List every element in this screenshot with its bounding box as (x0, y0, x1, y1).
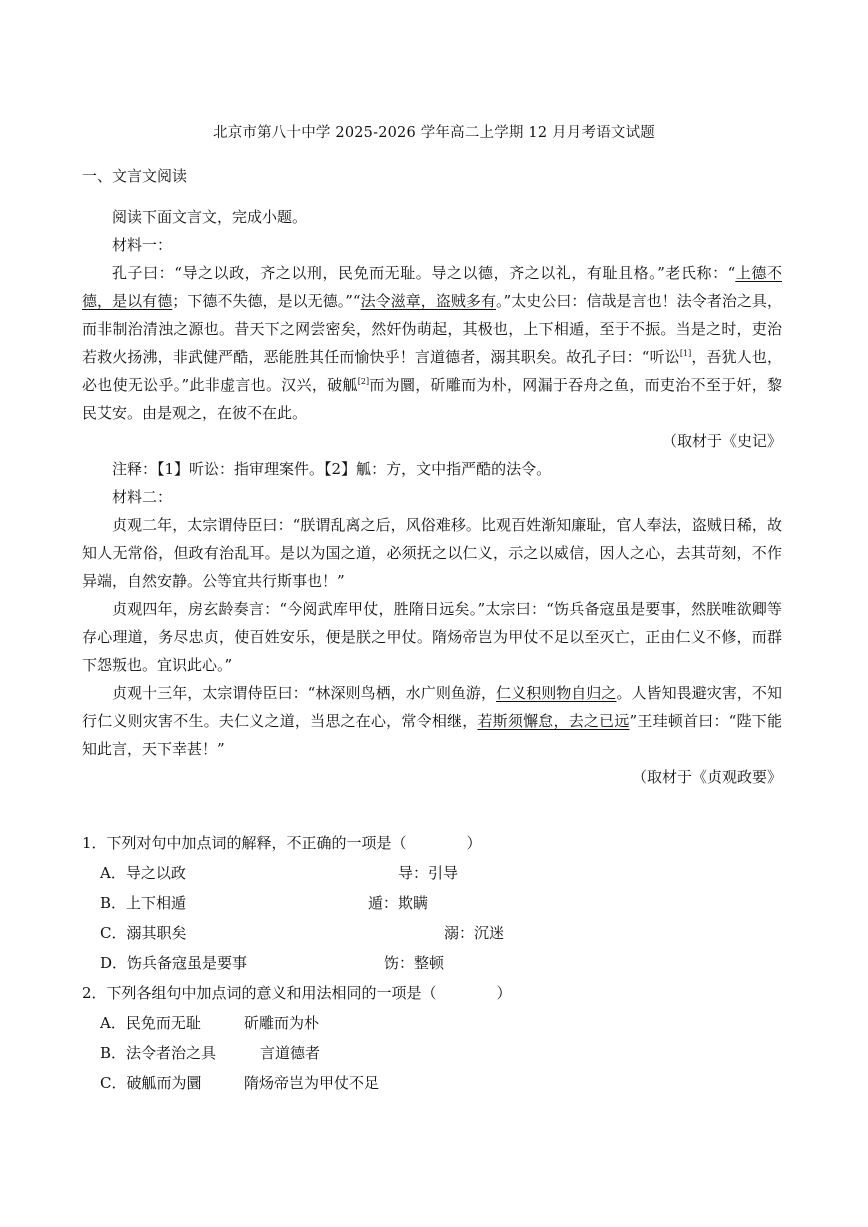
material-two-paragraph: 贞观二年，太宗谓侍臣曰：“朕谓乱离之后，风俗难移。比观百姓渐知廉耻，官人奉法，盗贼日稀，故知人无常俗，但政有治乱耳。是以为国之道，必须抚之以仁义，示之以威信，因人之心，去其苛刻，不作异端，自然安静。公等宜共行斯事也！” (82, 516, 782, 590)
underlined-sentence: 若斯须懈怠，去之已远 (477, 712, 630, 730)
intro-text: 阅读下面文言文，完成小题。 (112, 208, 308, 226)
option-c[interactable]: C．溺其职矣 溺：沉迷 (100, 924, 505, 942)
question-2 (82, 978, 782, 1098)
option-b[interactable]: B．法令者治之具 言道德者 (100, 1044, 321, 1062)
page-title: 北京市第八十中学 2025-2026 学年高二上学期 12 月月考语文试题 (213, 125, 655, 141)
footnote-marker: [1] (679, 349, 692, 358)
material-two-label: 材料二： (112, 488, 173, 506)
question-1 (82, 828, 782, 978)
notes: 注释：【1】听讼：指审理案件。【2】觚：方，文中指严酷的法令。 (112, 460, 552, 478)
option-a[interactable]: A．导之以政 导：引导 (100, 864, 459, 882)
material-one-text: 孔子曰：“导之以政，齐之以刑，民免而无耻。导之以德，齐之以礼，有耻且格。”老氏称：“上德不德，是以有德；下德不失德，是以无德。”“法令滋章，盗贼多有。”太史公曰：信哉是言也！法令者治之具，而非制治清浊之源也。昔天下之网尝密矣，然奸伪萌起，其极也，上下相遁，至于不振。当是之时，吏治若救火扬沸，非武健严酷，恶能胜其任而愉快乎！言道德者，溺其职矣。故孔子曰：“听讼[1]，吾犹人也，必也使无讼乎。”此非虚言也。汉兴，破觚[2]而为圜，斫雕而为朴，网漏于吞舟之鱼，而吏治不至于奸，黎民艾安。由是观之，在彼不在此。 (82, 264, 782, 422)
underlined-sentence: 上德不德，是以有德 (82, 264, 782, 310)
footnote-marker: [2] (357, 377, 370, 386)
underlined-sentence: 仁义积则物自归之 (496, 684, 617, 702)
question-stem: 2．下列各组句中加点词的意义和用法相同的一项是（ ） (82, 984, 512, 1002)
question-stem: 1．下列对句中加点词的解释，不正确的一项是（ ） (82, 834, 482, 852)
material-two-paragraph: 贞观四年，房玄龄奏言：“今阅武库甲仗，胜隋日远矣。”太宗曰：“饬兵备寇虽是要事，然朕唯欲卿等存心理道，务尽忠贞，使百姓安乐，便是朕之甲仗。隋炀帝岂为甲仗不足以至灭亡，正由仁义不修，而群下怨叛也。宜识此心。” (82, 600, 782, 674)
material-two-paragraph: 贞观十三年，太宗谓侍臣曰：“林深则鸟栖，水广则鱼游，仁义积则物自归之。人皆知畏避灾害，不知行仁义则灾害不生。夫仁义之道，当思之在心，常令相继，若斯须懈怠，去之已远”王珪顿首曰：“陛下能知此言，天下幸甚！” (82, 684, 782, 758)
underlined-sentence: 法令滋章，盗贼多有 (360, 292, 497, 310)
section-heading: 一、文言文阅读 (82, 167, 188, 185)
option-c[interactable]: C．破觚而为圜 隋炀帝岂为甲仗不足 (100, 1074, 380, 1092)
option-a[interactable]: A．民免而无耻 斫雕而为朴 (100, 1014, 320, 1032)
material-two-source: （取材于《贞观政要》 (631, 768, 782, 786)
material-one-label: 材料一： (112, 236, 173, 254)
material-one-source: （取材于《史记》 (661, 432, 782, 450)
option-d[interactable]: D．饬兵备寇虽是要事 饬：整顿 (100, 954, 445, 972)
option-b[interactable]: B．上下相遁 遁：欺瞒 (100, 894, 429, 912)
reading-passage (82, 203, 782, 791)
